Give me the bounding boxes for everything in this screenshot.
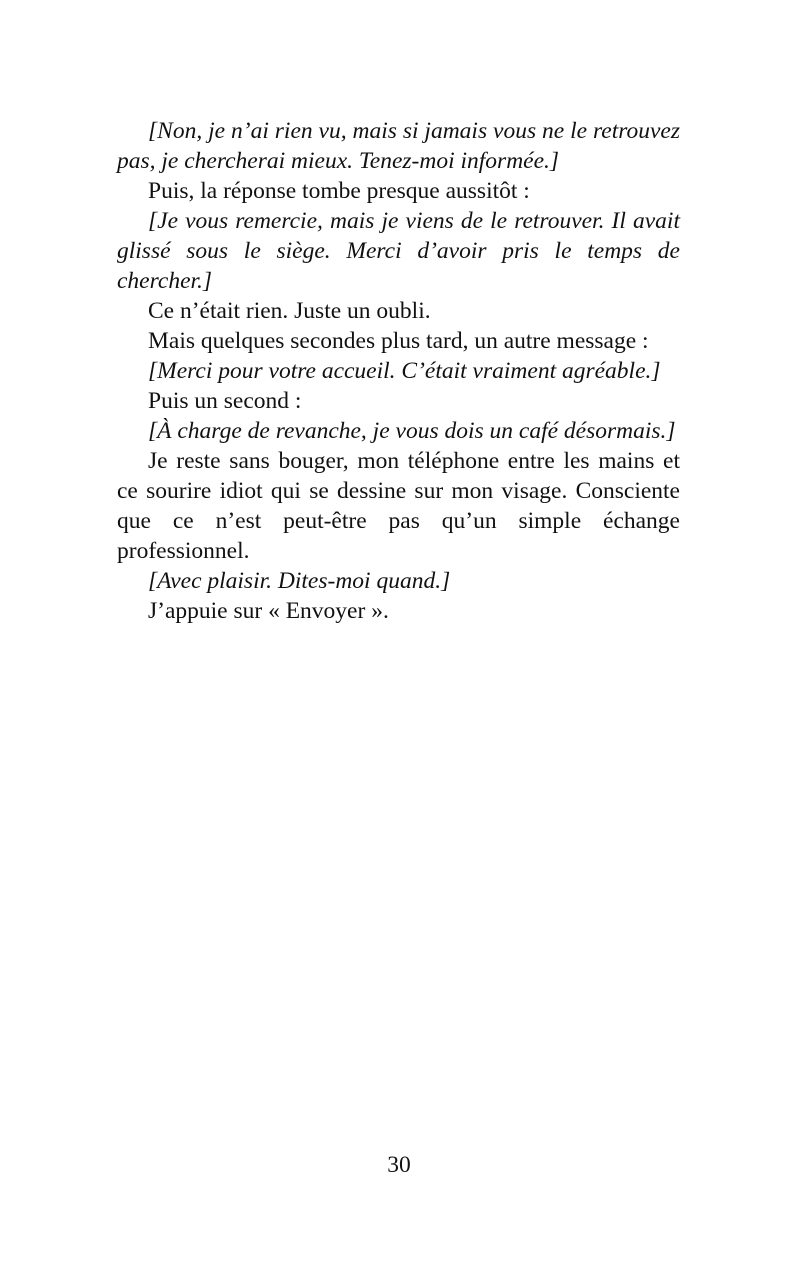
paragraph: Puis un second : bbox=[148, 388, 302, 414]
paragraph: Je reste sans bouger, mon téléphone entre les mains et ce sourire idiot qui se dessine sur mon visage. Consciente que ce n’est peut-être pas qu’un simple échange professionnel. bbox=[117, 448, 680, 564]
paragraph: J’appuie sur « Envoyer ». bbox=[148, 598, 389, 624]
page-number: 30 bbox=[387, 1152, 411, 1178]
paragraph: [Avec plaisir. Dites-moi quand.] bbox=[148, 568, 451, 594]
paragraph: [À charge de revanche, je vous dois un café désormais.] bbox=[148, 418, 676, 444]
paragraph: Mais quelques secondes plus tard, un autre message : bbox=[148, 328, 649, 354]
page-body bbox=[117, 116, 680, 626]
paragraph: [Non, je n’ai rien vu, mais si jamais vous ne le retrouvez pas, je chercherai mieux. Tenez-moi informée.] bbox=[117, 118, 680, 174]
paragraph: Puis, la réponse tombe presque aussitôt : bbox=[148, 178, 530, 204]
paragraph: [Je vous remercie, mais je viens de le retrouver. Il avait glissé sous le siège. Merci d’avoir pris le temps de chercher.] bbox=[117, 208, 680, 294]
paragraph: Ce n’était rien. Juste un oubli. bbox=[148, 298, 431, 324]
paragraph: [Merci pour votre accueil. C’était vraiment agréable.] bbox=[148, 358, 661, 384]
